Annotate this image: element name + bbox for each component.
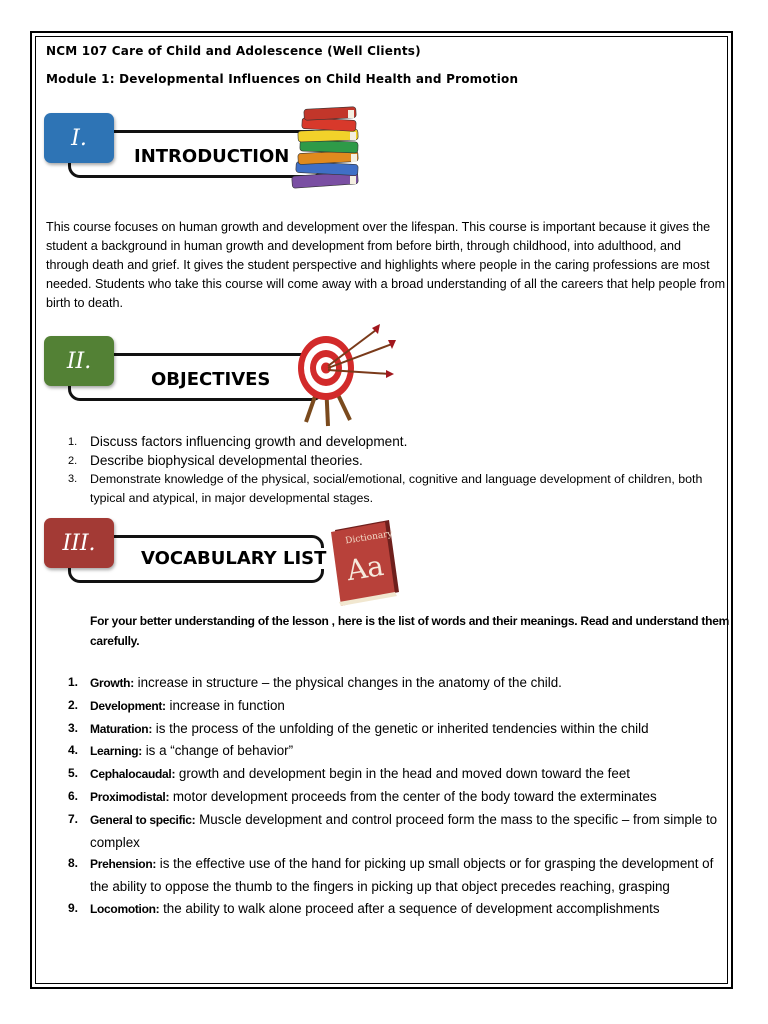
- vocab-term: Locomotion:: [90, 901, 160, 916]
- module-title: Module 1: Developmental Influences on Child Health and Promotion: [46, 72, 519, 86]
- item-number: 1.: [68, 436, 78, 448]
- section-title: OBJECTIVES: [147, 369, 274, 390]
- vocab-term: Prehension:: [90, 857, 157, 872]
- vocab-item: [68, 853, 718, 898]
- item-number: 2.: [68, 454, 78, 467]
- section-number-box: III.: [44, 518, 114, 568]
- vocab-definition: the ability to walk alone proceed after a sequence of development accomplishments: [159, 900, 660, 916]
- vocab-item: [68, 786, 718, 809]
- vocab-term: General to specific:: [90, 812, 196, 827]
- vocabulary-intro: For your better understanding of the lesson , here is the list of words and their meanings. Read and understand them carefully.: [90, 614, 730, 648]
- vocab-definition: increase in function: [165, 697, 285, 713]
- list-item: [68, 470, 708, 507]
- vocab-item: [68, 809, 718, 854]
- item-number: 9.: [68, 900, 79, 915]
- section-title: VOCABULARY LIST: [137, 548, 330, 569]
- vocab-definition: is the process of the unfolding of the genetic or inherited tendencies within the child: [152, 720, 649, 736]
- course-title: NCM 107 Care of Child and Adolescence (Well Clients): [46, 44, 421, 58]
- dictionary-letters: Aa: [344, 548, 387, 588]
- vocab-item: [68, 718, 718, 741]
- vocab-term: Proximodistal:: [90, 789, 170, 804]
- item-number: 3.: [68, 720, 79, 735]
- vocab-item: [68, 695, 718, 718]
- item-number: 8.: [68, 856, 79, 871]
- vocab-item: [68, 898, 718, 921]
- vocab-definition: motor development proceeds from the center of the body toward the exterminates: [169, 788, 657, 804]
- item-text: Discuss factors influencing growth and development.: [90, 434, 408, 449]
- vocab-item: [68, 672, 718, 695]
- section-number-box: I.: [44, 113, 114, 163]
- vocab-term: Maturation:: [90, 721, 153, 736]
- item-number: 6.: [68, 788, 79, 803]
- vocab-item: [68, 763, 718, 786]
- vocab-term: Cephalocaudal:: [90, 767, 176, 782]
- list-item: [68, 452, 708, 471]
- vocab-definition: growth and development begin in the head and moved down toward the feet: [175, 766, 631, 782]
- introduction-paragraph: This course focuses on human growth and development over the lifespan. This course is important because it gives the student a background in human growth and development from before birth, through childhood, into adulthood, and through death and grief. It gives the student perspective and highlights where people in the caring professions are most needed. Students who take this course will come away with a broad understanding of all the careers that help people from birth to death.: [46, 220, 726, 310]
- item-number: 5.: [68, 766, 79, 781]
- target-icon: [280, 322, 400, 430]
- vocab-item: [68, 740, 718, 763]
- item-text: Demonstrate knowledge of the physical, social/emotional, cognitive and language development of children, both typical and atypical, in major developmental stages.: [90, 472, 703, 505]
- item-number: 7.: [68, 811, 79, 826]
- objectives-list: [68, 433, 708, 507]
- item-number: 2.: [68, 697, 79, 712]
- vocabulary-list: [68, 672, 718, 921]
- vocab-definition: Muscle development and control proceed form the mass to the specific – from simple to complex: [90, 811, 718, 850]
- list-item: [68, 433, 708, 452]
- item-text: Describe biophysical developmental theories.: [90, 452, 363, 468]
- item-number: 3.: [68, 473, 78, 485]
- dictionary-label: Dictionary: [344, 529, 394, 547]
- item-number: 1.: [68, 675, 79, 689]
- vocab-term: Development:: [90, 698, 166, 713]
- books-icon: [288, 100, 368, 192]
- section-number-box: II.: [44, 336, 114, 386]
- section-title: INTRODUCTION: [130, 146, 293, 167]
- section-banner-vocabulary: [44, 518, 334, 590]
- vocab-definition: is a “change of behavior”: [141, 743, 294, 759]
- vocab-definition: is the effective use of the hand for picking up small objects or for grasping the development of the ability to oppose the thumb to the fingers in picking up that object precedes reaching, grasping: [90, 856, 714, 895]
- vocab-term: Learning:: [90, 744, 142, 759]
- vocab-definition: increase in structure – the physical changes in the anatomy of the child.: [133, 675, 562, 690]
- item-number: 4.: [68, 743, 79, 758]
- vocab-term: Growth:: [90, 676, 134, 690]
- dictionary-icon: [325, 518, 405, 608]
